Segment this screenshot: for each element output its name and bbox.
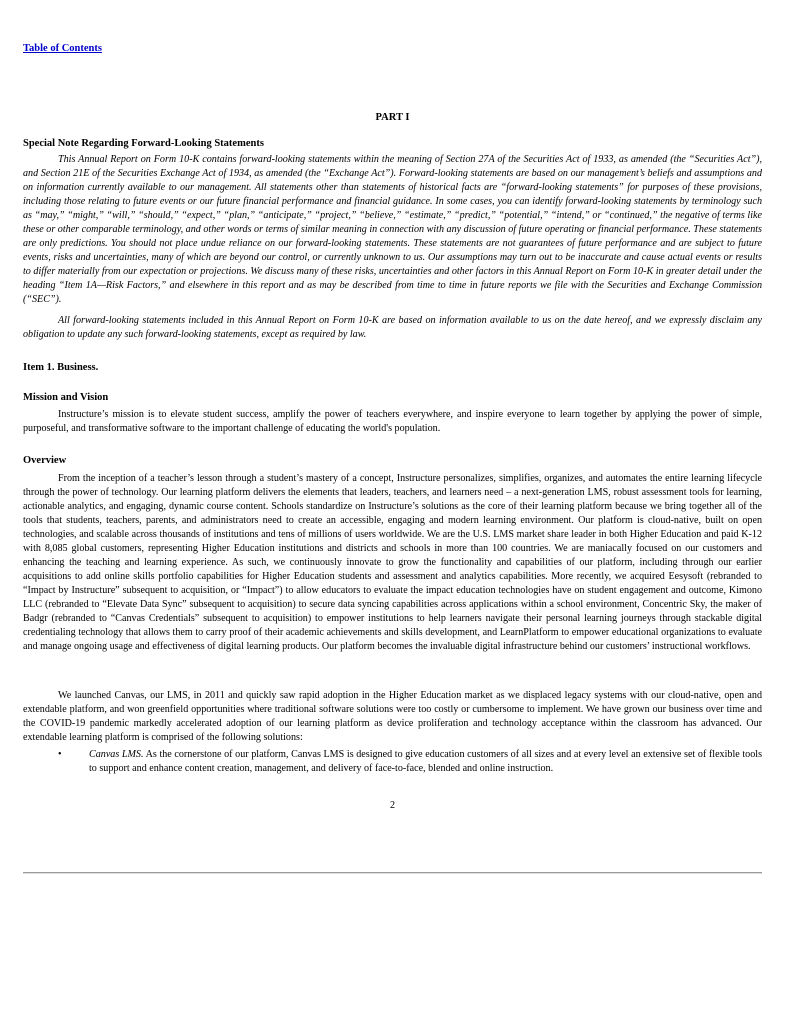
overview-paragraph-2: We launched Canvas, our LMS, in 2011 and quickly saw rapid adoption in the Higher Education market as we displaced legacy systems with our cloud-native, open and extendable platform, and won greenfield opportunities where traditional software solutions were too costly or cumbersome to implement. We have grown our business over time and the COVID-19 pandemic markedly accelerated adoption of our learning platform as device proliferation and technology acceptance within the classroom has advanced. Our extendable learning platform is comprised of the following solutions: [23, 690, 762, 743]
table-of-contents-link[interactable]: Table of Contents [23, 43, 102, 54]
item-1-heading: Item 1. Business. [23, 362, 99, 373]
list-item [23, 748, 762, 776]
page-number: 2 [389, 800, 396, 811]
bullet-text [89, 748, 762, 776]
mission-paragraph: Instructure’s mission is to elevate student success, amplify the power of teachers everywhere, and inspire everyone to learn together by applying the power of simple, purposeful, and transformative software to the important challenge of educating the world's population. [23, 409, 762, 434]
bullet-title: Canvas LMS. [89, 749, 144, 760]
document-page [23, 38, 762, 811]
forward-looking-paragraph-1: This Annual Report on Form 10-K contains forward-looking statements within the meaning of Section 27A of the Securities Act of 1933, as amended (the “Securities Act”), and Section 21E of the Securities Exchange Act of 1934, as amended (the “Exchange Act”). Forward-looking statements are based on our management’s beliefs and assumptions and on information currently available to our management. All statements other than statements of historical facts are “forward-looking statements” for purposes of these provisions, including those relating to future events or our future financial performance and financial guidance. In some cases, you can identify forward-looking statements by terminology such as “may,” “might,” “will,” “should,” “expect,” “plan,” “anticipate,” “project,” “believe,” “estimate,” “predict,” “potential,” “intend,” or “continued,” the negative of terms like these or other comparable terminology, and other words or terms of similar meaning in connection with any discussion of future operating or financial performance. These statements are only predictions. You should not place undue reliance on our forward-looking statements. These statements are not guarantees of future performance and are subject to future events, risks and uncertainties, many of which are beyond our control, or currently unknown to us. Our assumptions may turn out to be inaccurate and cause actual events or results to differ materially from our expectation or projections. We discuss many of these risks, uncertainties and other factors in this Annual Report on Form 10-K in greater detail under the heading “Item 1A—Risk Factors,” and elsewhere in this report and as may be described from time to time in future reports we file with the Securities and Exchange Commission (“SEC”). [23, 154, 762, 305]
part-heading: PART I [375, 112, 410, 123]
page-divider [23, 872, 762, 873]
forward-looking-paragraph-2: All forward-looking statements included in this Annual Report on Form 10-K are based on information available to us on the date hereof, and we expressly disclaim any obligation to update any such forward-looking statements, except as required by law. [23, 315, 762, 340]
bullet-marker: • [58, 749, 62, 760]
mission-heading: Mission and Vision [23, 392, 109, 403]
forward-looking-heading: Special Note Regarding Forward-Looking Statements [23, 138, 264, 149]
bullet-body: As the cornerstone of our platform, Canvas LMS is designed to give education customers of all sizes and at every level an extensive set of flexible tools to support and enhance content creation, management, and delivery of face-to-face, blended and online instruction. [89, 749, 762, 774]
overview-paragraph-1: From the inception of a teacher’s lesson through a student’s mastery of a concept, Instructure personalizes, simplifies, organizes, and automates the entire learning lifecycle through the power of technology. Our learning platform delivers the elements that leaders, teachers, and learners need – a next-generation LMS, robust assessment tools for learning, actionable analytics, and engaging, dynamic course content. Schools standardize on Instructure’s solutions as the core of their learning platform because we bring together all of the tools that students, teachers, parents, and administrators need to create an accessible, engaging and modern learning environment. Our platform is cloud-native, built on open technologies, and scalable across thousands of institutions and tens of millions of users worldwide. We are the U.S. LMS market share leader in both Higher Education and paid K-12 with 8,085 global customers, representing Higher Education institutions and districts and schools in more than 100 countries. We are maniacally focused on our customers and enhancing the teaching and learning experience. As such, we continuously innovate to grow the functionality and capabilities of our platform, including through our earlier acquisitions to add online skills portfolio capabilities for Higher Education students and assessment and analytics capabilities. More recently, we acquired Eesysoft (rebranded to “Impact by Instructure” subsequent to acquisition, or “Impact”) to allow educators to evaluate the impact education technologies have on student engagement and outcome, Kimono LLC (rebranded to “Elevate Data Sync” subsequent to acquisition) to secure data syncing capabilities across applications within a school environment, Concentric Sky, the maker of Badgr (rebranded to “Canvas Credentials” subsequent to acquisition) to empower institutions to help learners navigate their personal learning journeys through stackable digital credentialing technology that allows them to carry proof of their academic achievements and skills development, and LearnPlatform to empower educational organizations to evaluate and manage ongoing usage and effectiveness of digital learning products. Our platform becomes the invaluable digital infrastructure behind our customers’ instructional workflows. [23, 473, 762, 652]
overview-heading: Overview [23, 455, 67, 466]
